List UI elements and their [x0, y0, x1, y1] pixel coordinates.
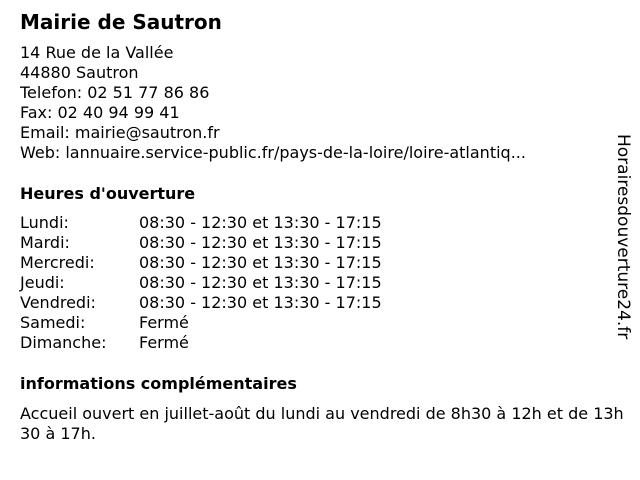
additional-info-text: Accueil ouvert en juillet-août du lundi au vendredi de 8h30 à 12h et de 13h30 à 17h.: [20, 404, 624, 443]
day-label: Mercredi:: [20, 253, 95, 272]
day-hours: 08:30 - 12:30 et 13:30 - 17:15: [139, 233, 382, 252]
contact-block: [20, 43, 526, 163]
day-label: Vendredi:: [20, 293, 96, 312]
hours-row-tuesday: [20, 233, 460, 253]
page-title: Mairie de Sautron: [20, 10, 222, 34]
day-label: Lundi:: [20, 213, 69, 232]
day-hours: Fermé: [139, 313, 189, 332]
hours-row-monday: [20, 213, 460, 233]
day-label: Dimanche:: [20, 333, 107, 352]
hours-row-thursday: [20, 273, 460, 293]
day-label: Mardi:: [20, 233, 70, 252]
day-hours: 08:30 - 12:30 et 13:30 - 17:15: [139, 213, 382, 232]
day-hours: 08:30 - 12:30 et 13:30 - 17:15: [139, 273, 382, 292]
hours-row-wednesday: [20, 253, 460, 273]
day-hours: Fermé: [139, 333, 189, 352]
site-watermark: Horairesdouverture24.fr: [613, 134, 633, 340]
phone-number: Telefon: 02 51 77 86 86: [20, 83, 210, 102]
hours-row-friday: [20, 293, 460, 313]
day-hours: 08:30 - 12:30 et 13:30 - 17:15: [139, 293, 382, 312]
email-address: Email: mairie@sautron.fr: [20, 123, 220, 142]
hours-row-sunday: [20, 333, 460, 353]
fax-number: Fax: 02 40 94 99 41: [20, 103, 180, 122]
hours-row-saturday: [20, 313, 460, 333]
website-url: Web: lannuaire.service-public.fr/pays-de-la-loire/loire-atlantiq...: [20, 143, 526, 162]
address-city: 44880 Sautron: [20, 63, 139, 82]
day-label: Samedi:: [20, 313, 86, 332]
address-street: 14 Rue de la Vallée: [20, 43, 174, 62]
opening-hours-table: [20, 213, 460, 353]
day-hours: 08:30 - 12:30 et 13:30 - 17:15: [139, 253, 382, 272]
opening-hours-heading: Heures d'ouverture: [20, 184, 196, 203]
day-label: Jeudi:: [20, 273, 65, 292]
additional-info-heading: informations complémentaires: [20, 374, 297, 393]
